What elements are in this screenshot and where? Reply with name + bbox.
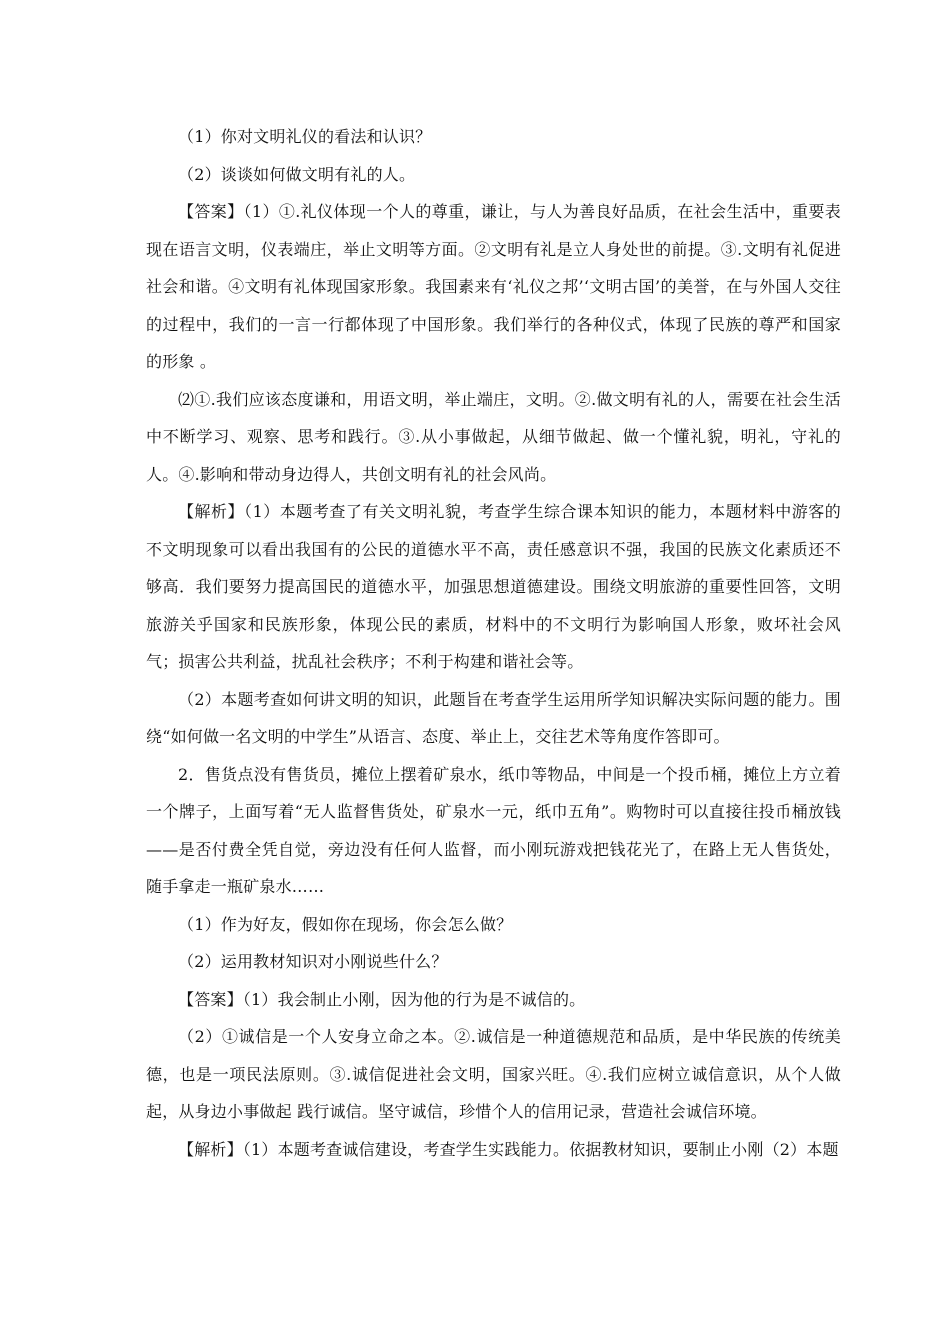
question-2-part-1: （1）作为好友，假如你在现场，你会怎么做？ — [178, 914, 513, 934]
question-2-material: 2．售货点没有售货员，摊位上摆着矿泉水，纸巾等物品，中间是一个投币桶，摊位上方立着一个牌子，上面写着“无人监督售货处，矿泉水一元，纸巾五角”。购物时可以直接往投币桶放钱——是否付费全凭自觉，旁边没有任何人监督，而小刚玩游戏把钱花光了，在路上无人售货处，随手拿走一瓶矿泉水…… — [146, 764, 841, 896]
answer-2-part-1: 【答案】（1）我会制止小刚，因为他的行为是不诚信的。 — [178, 989, 586, 1009]
analysis-1-part-1: 【解析】（1）本题考查了有关文明礼貌，考查学生综合课本知识的能力，本题材料中游客的不文明现象可以看出我国有的公民的道德水平不高，责任感意识不强，我国的民族文化素质还不够高．我们要努力提高国民的道德水平，加强思想道德建设。围绕文明旅游的重要性回答，文明旅游关乎国家和民族形象，体现公民的素质，材料中的不文明行为影响国人形象，败坏社会风气；损害公共利益，扰乱社会秩序；不利于构建和谐社会等。 — [146, 502, 841, 671]
answer-1-part-1: 【答案】（1）①.礼仪体现一个人的尊重，谦让，与人为善良好品质，在社会生活中，重要表现在语言文明，仪表端庄，举止文明等方面。②文明有礼是立人身处世的前提。③.文明有礼促进社会和谐。④文明有礼体现国家形象。我国素来有‘礼仪之邦’‘文明古国’的美誉，在与外国人交往的过程中，我们的一言一行都体现了中国形象。我们举行的各种仪式，体现了民族的尊严和国家的形象 。 — [146, 202, 841, 371]
analysis-2-part-1: 【解析】（1）本题考查诚信建设，考查学生实践能力。依据教材知识，要制止小刚（2）本题 — [178, 1139, 839, 1159]
question-1-part-2: （2）谈谈如何做文明有礼的人。 — [178, 164, 416, 184]
question-2-part-2: （2）运用教材知识对小刚说些什么？ — [178, 952, 448, 971]
answer-1-part-2: ⑵①.我们应该态度谦和，用语文明，举止端庄，文明。②.做文明有礼的人，需要在社会生活中不断学习、观察、思考和践行。③.从小事做起，从细节做起、做一个懂礼貌，明礼，守礼的人。④.影响和带动身边得人，共创文明有礼的社会风尚。 — [146, 389, 841, 484]
analysis-1-part-2: （2）本题考查如何讲文明的知识，此题旨在考查学生运用所学知识解决实际问题的能力。围绕“如何做一名文明的中学生”从语言、态度、举止上，交往艺术等角度作答即可。 — [146, 689, 841, 746]
question-1-part-1: （1）你对文明礼仪的看法和认识？ — [178, 127, 432, 146]
answer-2-part-2: （2）①诚信是一个人安身立命之本。②.诚信是一种道德规范和品质，是中华民族的传统美德，也是一项民法原则。③.诚信促进社会文明，国家兴旺。④.我们应树立诚信意识，从个人做起，从身边小事做起 践行诚信。坚守诚信，珍惜个人的信用记录，营造社会诚信环境。 — [146, 1027, 841, 1121]
document-body — [146, 118, 841, 1168]
